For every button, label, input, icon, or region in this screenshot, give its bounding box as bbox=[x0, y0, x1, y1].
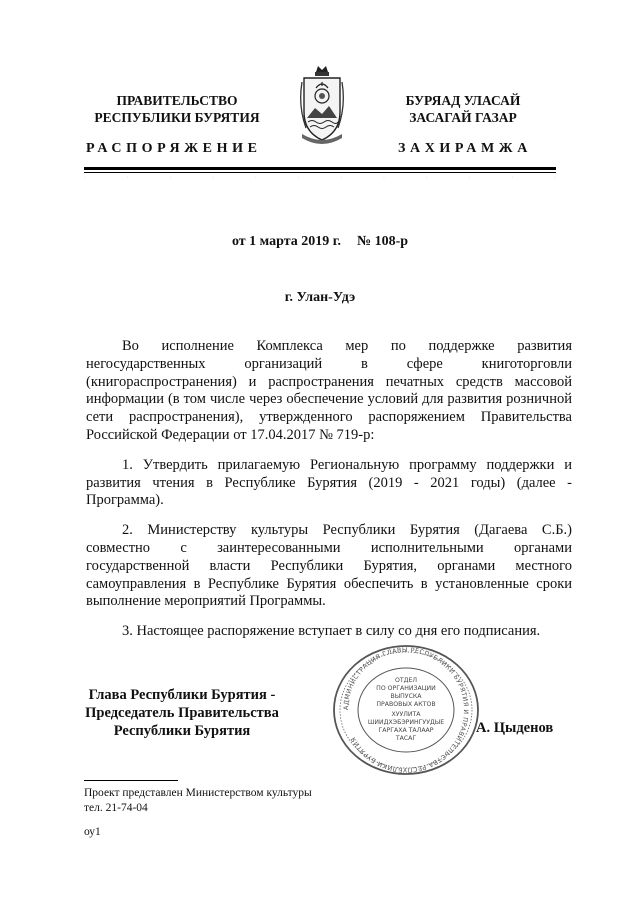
document-body bbox=[86, 338, 572, 653]
signatory-title-line2: Председатель Правительства bbox=[85, 705, 279, 721]
header-left-line2: РЕСПУБЛИКИ БУРЯТИЯ bbox=[94, 110, 260, 125]
item-1-paragraph: 1. Утвердить прилагаемую Региональную программу поддержки и развития чтения в Республике Бурятия (2019 - 2021 годы) (далее - Программа). bbox=[86, 456, 572, 509]
doctype-right: ЗАХИРАМЖА bbox=[398, 141, 532, 156]
header-left bbox=[84, 92, 270, 126]
document-city: г. Улан-Удэ bbox=[284, 290, 356, 305]
footnote-line2: тел. 21-74-04 bbox=[84, 802, 148, 814]
document-date: от 1 марта 2019 г. bbox=[231, 234, 342, 249]
header-rule-thick bbox=[84, 167, 556, 170]
preamble-paragraph: Во исполнение Комплекса мер по поддержке развития негосударственных организаций в сфере книготорговли (книгораспространения) и распространения печатных средств массовой информации (в том числе через обеспечение условий для развития розничной сети распространения), утвержденного распоряжением Правительства Российской Федерации от 17.04.2017 № 719-р: bbox=[86, 338, 572, 443]
header-rule-thin bbox=[84, 172, 556, 173]
item-2-paragraph: 2. Министерству культуры Республики Бурятия (Дагаева С.Б.) совместно с заинтересованными исполнительными органами государственной власти Республики Бурятия, органами местного самоуправления в Республике Бурятия обеспечить в установленные сроки выполнение мероприятий Программы. bbox=[86, 522, 572, 610]
header-right-line1: БУРЯАД УЛАСАЙ bbox=[405, 93, 521, 108]
seal-line-5: ХУУЛИТА bbox=[391, 711, 421, 718]
executor-initials: оу1 bbox=[84, 826, 101, 838]
seal-ring-text: АДМИНИСТРАЦИЯ ГЛАВЫ РЕСПУБЛИКИ БУРЯТИЯ И ПРАВИТЕЛЬСТВА РЕСПУБЛИКИ БУРЯТИЯ bbox=[341, 645, 471, 775]
seal-line-6: ШИИДХЭБЭРИНГУУДЫЕ bbox=[367, 719, 445, 726]
footnote-rule bbox=[84, 780, 178, 781]
seal-line-2: ПО ОРГАНИЗАЦИИ bbox=[376, 685, 436, 692]
item-3-paragraph: 3. Настоящее распоряжение вступает в силу со дня его подписания. bbox=[122, 623, 541, 640]
footnote bbox=[84, 786, 312, 816]
signatory-title bbox=[82, 686, 282, 740]
header-dotted-line: · · · · · · · · · · · · bbox=[84, 175, 556, 181]
footnote-line1: Проект представлен Министерством культуры bbox=[84, 787, 312, 799]
svg-text:АДМИНИСТРАЦИЯ ГЛАВЫ РЕСПУБЛИКИ bbox=[342, 646, 470, 774]
signatory-title-line3: Республики Бурятия bbox=[113, 723, 251, 739]
seal-line-7: ГАРГАХА ТАЛААР bbox=[378, 727, 434, 734]
doctype-left: РАСПОРЯЖЕНИЕ bbox=[86, 141, 262, 156]
header-right bbox=[370, 92, 556, 126]
official-seal-stamp bbox=[330, 642, 482, 778]
seal-line-4: ПРАВОВЫХ АКТОВ bbox=[376, 701, 436, 708]
header-left-line1: ПРАВИТЕЛЬСТВО bbox=[116, 93, 238, 108]
coat-of-arms-icon bbox=[298, 62, 346, 148]
document-date-line bbox=[0, 234, 640, 250]
seal-line-3: ВЫПУСКА bbox=[390, 693, 422, 700]
header-right-line2: ЗАСАГАЙ ГАЗАР bbox=[409, 110, 517, 125]
seal-line-1: ОТДЕЛ bbox=[394, 677, 418, 684]
seal-line-8: ТАСАГ bbox=[395, 735, 417, 742]
document-number: № 108-р bbox=[357, 234, 409, 249]
signatory-title-line1: Глава Республики Бурятия - bbox=[88, 687, 276, 703]
signatory-name: А. Цыденов bbox=[476, 720, 554, 736]
